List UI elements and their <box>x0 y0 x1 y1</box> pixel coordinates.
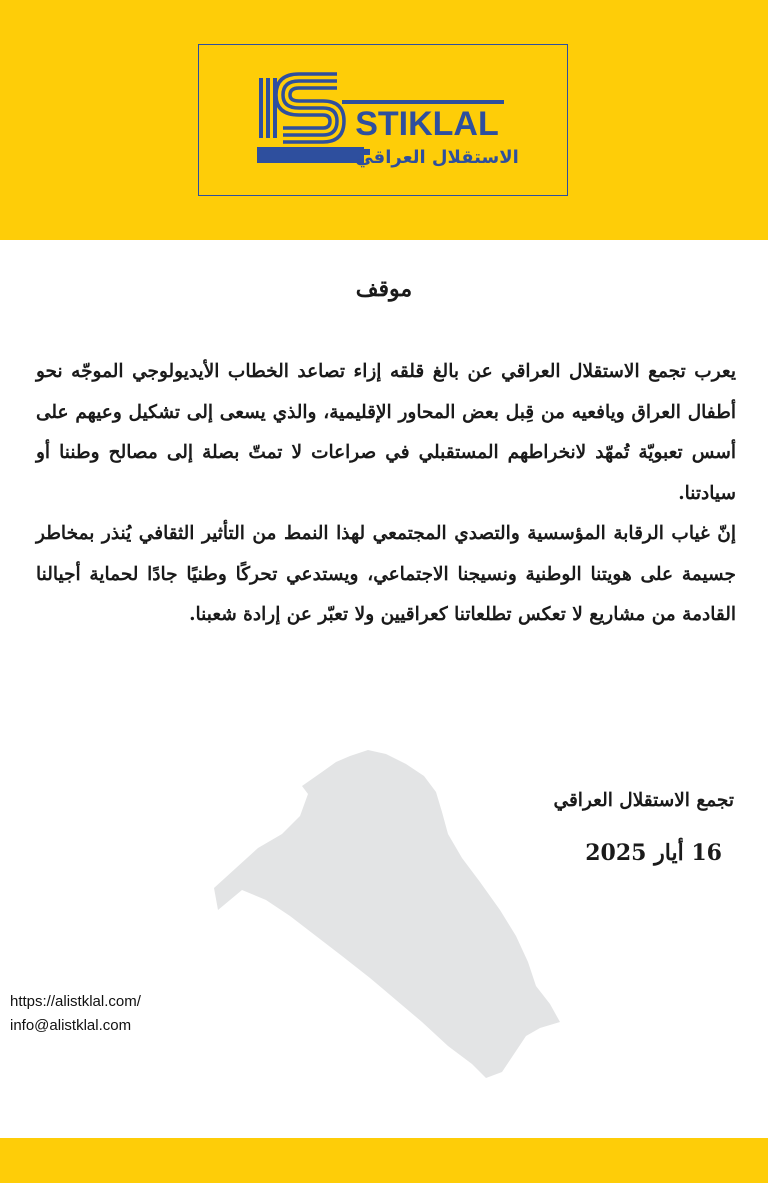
logo-mark <box>199 45 567 195</box>
page-title: موقف <box>355 276 413 302</box>
statement-body <box>36 352 736 636</box>
logo-arabic-text: الاستقلال العراقي <box>355 147 519 168</box>
footer-band <box>0 1138 768 1183</box>
paragraph-1: يعرب تجمع الاستقلال العراقي عن بالغ قلقه إزاء تصاعد الخطاب الأيديولوجي الموجّه نحو أطفال العراق ويافعيه من قِبل بعض المحاور الإقليمية، والذي يسعى إلى تشكيل وعيهم على أسس تعبويّة تُمهّد لانخراطهم المستقبلي في صراعات لا تمتّ بصلة إلى مصالح وطننا أو سيادتنا. <box>36 361 736 504</box>
date: 16 أيار 2025 <box>585 840 722 866</box>
contact-info <box>10 990 141 1038</box>
email-link[interactable]: info@alistklal.com <box>10 1017 132 1034</box>
signature: تجمع الاستقلال العراقي <box>553 790 734 811</box>
paragraph-2: إنّ غياب الرقابة المؤسسية والتصدي المجتمعي لهذا النمط من التأثير الثقافي يُنذر بمخاطر جسيمة على هويتنا الوطنية ونسيجنا الاجتماعي، ويستدعي تحركًا وطنيًا جادًا لحماية أجيالنا القادمة من مشاريع لا تعكس تطلعاتنا كعراقيين ولا تعبّر عن إرادة شعبنا. <box>36 523 736 625</box>
logo-latin-text: STIKLAL <box>355 105 499 143</box>
logo <box>198 44 568 196</box>
header-band <box>0 0 768 240</box>
iraq-map-watermark <box>210 750 590 1080</box>
website-link[interactable]: https://alistklal.com/ <box>10 993 141 1010</box>
